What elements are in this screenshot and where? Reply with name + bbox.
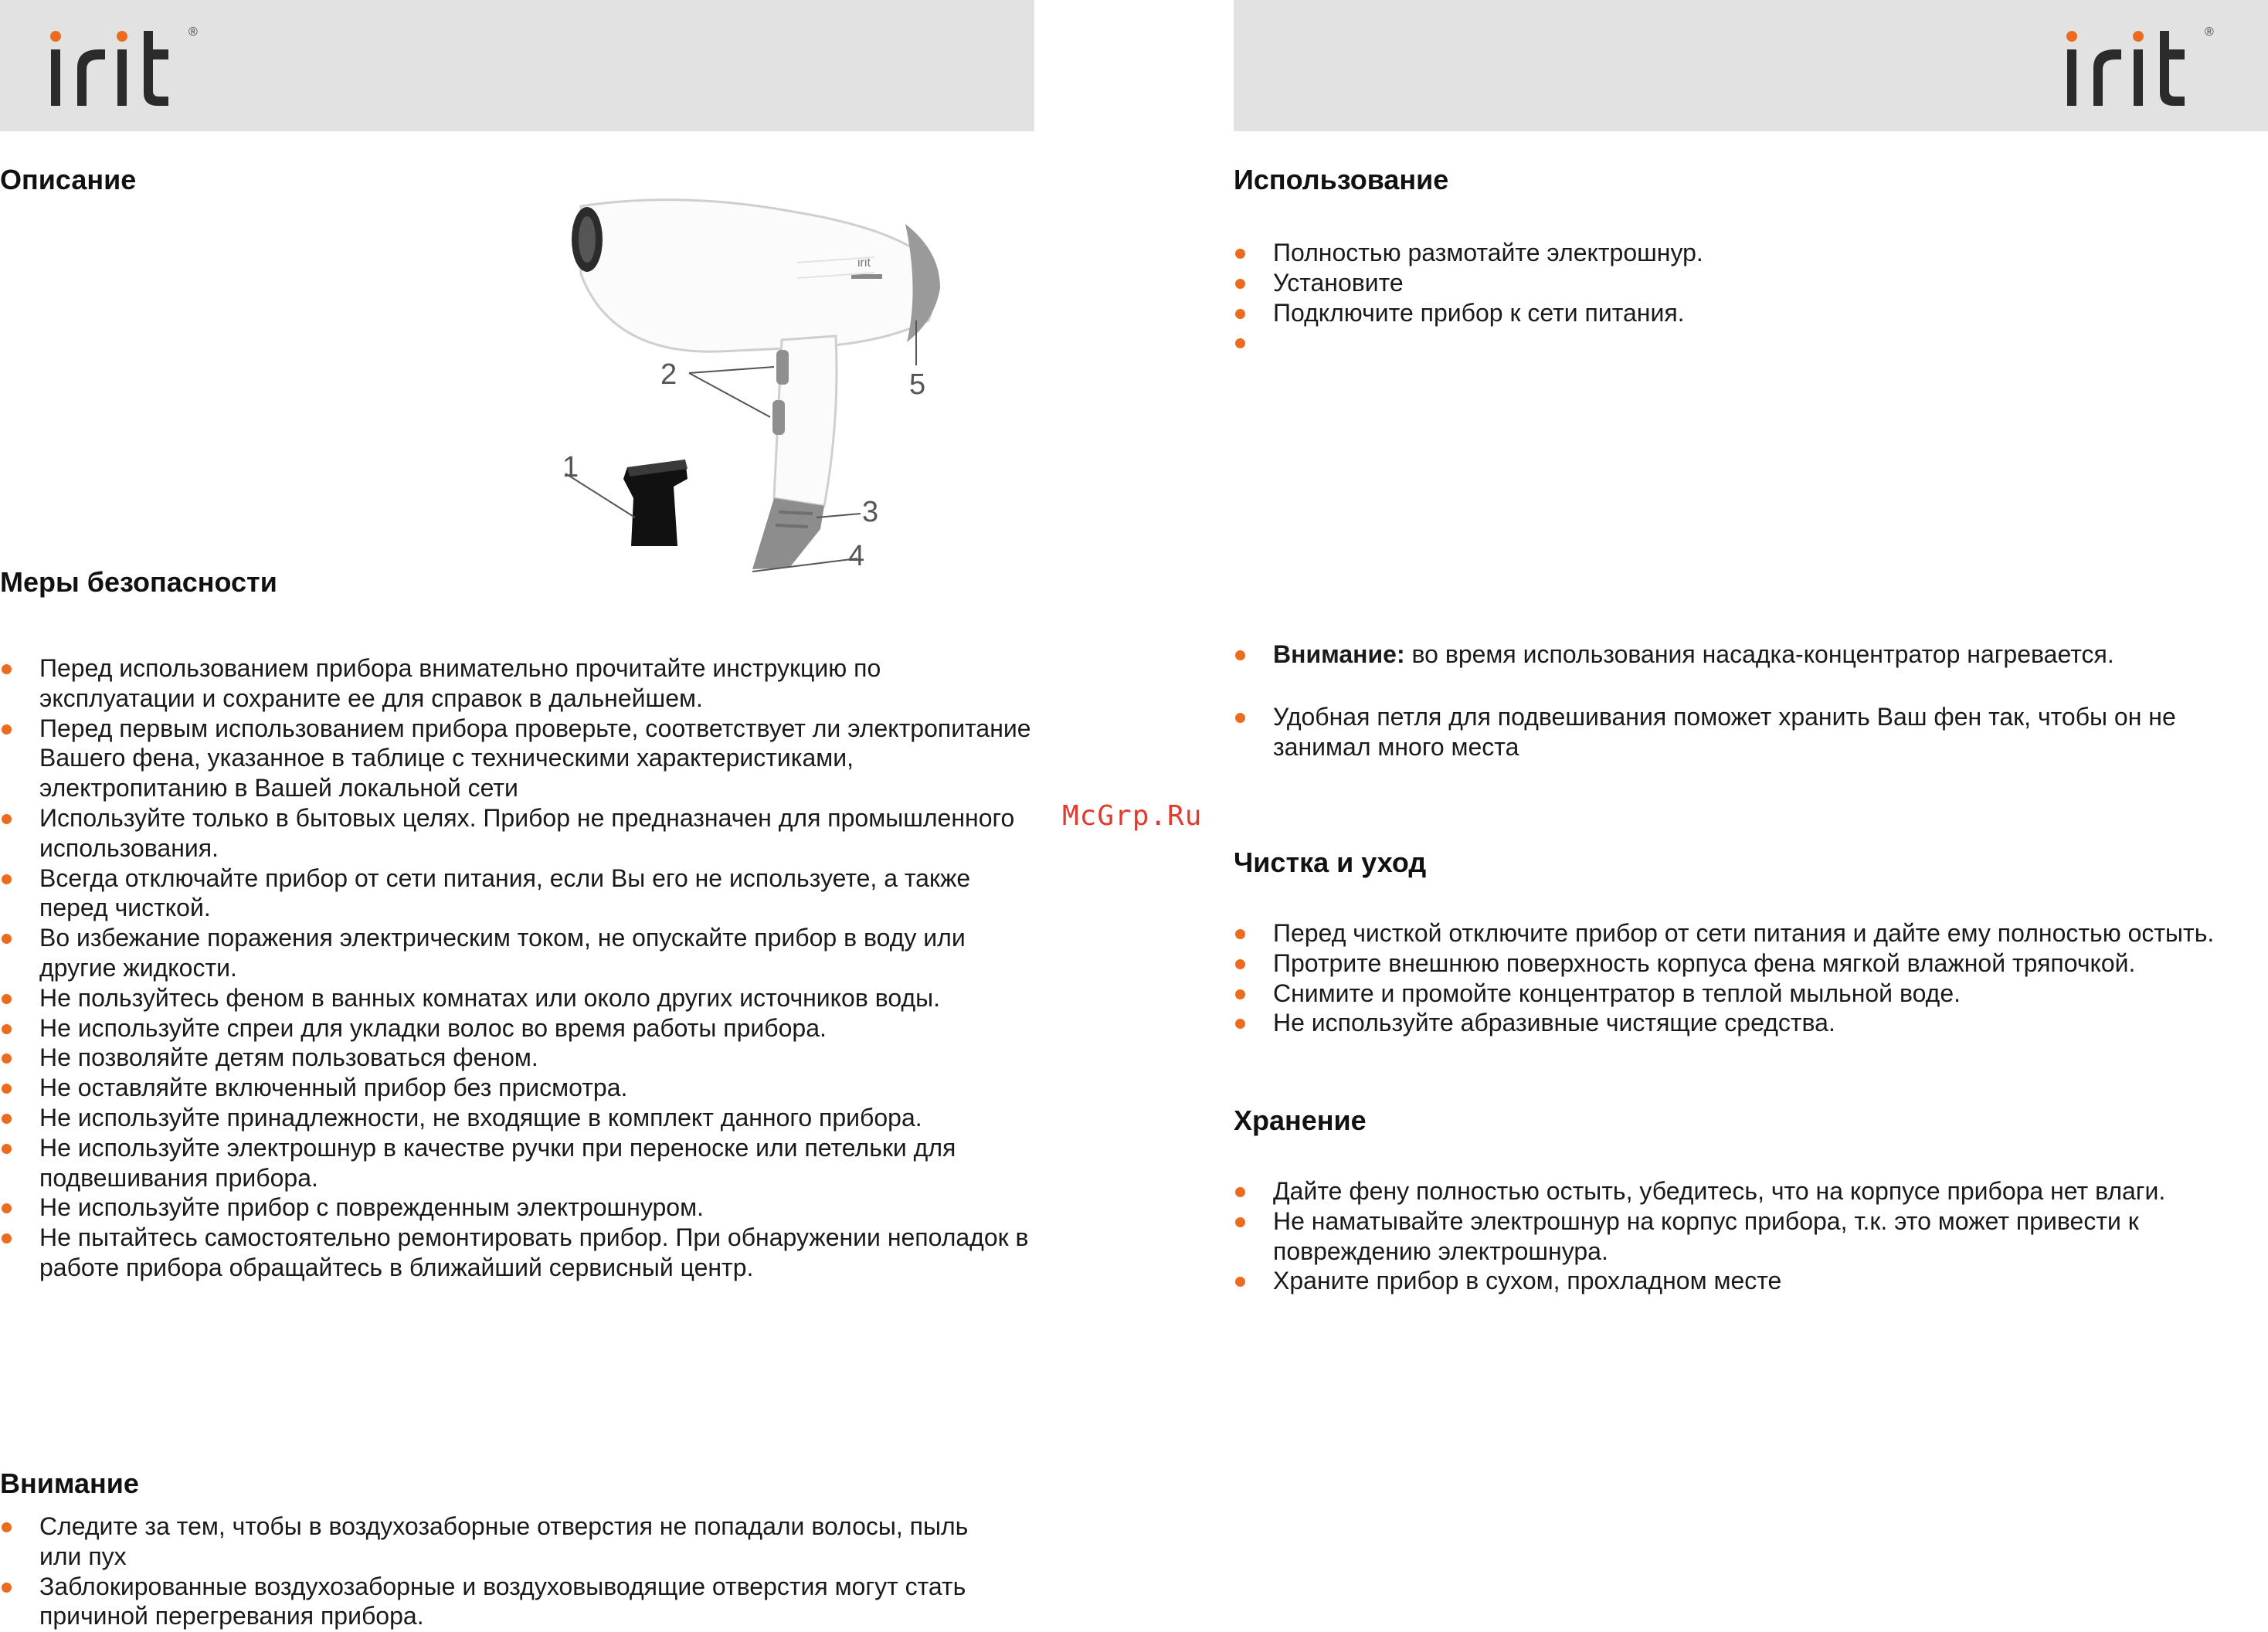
list-item: Перед первым использованием прибора проверьте, соответствует ли электропитание Вашего фена, указанное в таблице с техническими характеристиками, электропитанию в Вашей локальной сети bbox=[0, 714, 1035, 803]
bullet-icon bbox=[2, 1144, 12, 1154]
warning-text: во время использования насадка-концентратор нагревается. bbox=[1404, 640, 2114, 668]
list-item: Используйте только в бытовых целях. Прибор не предназначен для промышленного использования. bbox=[0, 803, 1035, 864]
list-item bbox=[1234, 327, 2261, 358]
bullet-icon bbox=[1235, 338, 1245, 348]
right-page bbox=[1234, 0, 2268, 1632]
bullet-icon bbox=[2, 1084, 12, 1094]
bullet-icon bbox=[2, 994, 12, 1004]
bullet-icon bbox=[1235, 279, 1245, 289]
loop-note: Удобная петля для подвешивания поможет хранить Ваш фен так, чтобы он не занимал много места bbox=[1234, 702, 2268, 762]
list-item: Не используйте абразивные чистящие средства. bbox=[1234, 1008, 2261, 1038]
bullet-icon bbox=[2, 1024, 12, 1034]
list-item: Перед чисткой отключите прибор от сети питания и дайте ему полностью остыть. bbox=[1234, 918, 2261, 948]
list-item: Полностью размотайте электрошнур. bbox=[1234, 238, 2261, 268]
bullet-icon bbox=[2, 1203, 12, 1213]
list-item: Всегда отключайте прибор от сети питания, если Вы его не используете, а также перед чисткой. bbox=[0, 864, 1035, 924]
bullet-icon bbox=[2, 1114, 12, 1124]
callout-3: 3 bbox=[862, 496, 879, 528]
bullet-icon bbox=[2, 1054, 12, 1064]
bullet-icon bbox=[2, 1583, 12, 1593]
bullet-icon bbox=[1235, 929, 1245, 939]
list-item: Протрите внешнюю поверхность корпуса фена мягкой влажной тряпочкой. bbox=[1234, 948, 2261, 979]
bullet-icon bbox=[1235, 309, 1245, 319]
hair-dryer-diagram bbox=[550, 189, 952, 587]
storage-list bbox=[1234, 1176, 2261, 1296]
list-item: Снимите и промойте концентратор в теплой мыльной воде. bbox=[1234, 979, 2261, 1009]
list-item: Не используйте принадлежности, не входящие в комплект данного прибора. bbox=[0, 1103, 1035, 1133]
registered-mark: ® bbox=[2205, 25, 2214, 39]
irit-logo bbox=[45, 22, 207, 118]
description-heading: Описание bbox=[0, 164, 137, 195]
registered-mark: ® bbox=[188, 25, 198, 39]
irit-logo bbox=[2061, 22, 2223, 118]
warning-label: Внимание: bbox=[1273, 640, 1405, 668]
callout-2: 2 bbox=[660, 358, 677, 391]
callout-1: 1 bbox=[562, 451, 579, 483]
attention-heading: Внимание bbox=[0, 1467, 139, 1499]
storage-heading: Хранение bbox=[1234, 1104, 1367, 1136]
bullet-icon bbox=[1235, 1187, 1245, 1197]
list-item: Не позволяйте детям пользоваться феном. bbox=[0, 1043, 1035, 1073]
bullet-icon bbox=[1235, 1277, 1245, 1287]
list-item: Следите за тем, чтобы в воздухозаборные отверстия не попадали волосы, пыль или пух bbox=[0, 1512, 989, 1572]
list-item: Подключите прибор к сети питания. bbox=[1234, 298, 2261, 328]
device-label: irit bbox=[857, 256, 871, 270]
list-item: Дайте фену полностью остыть, убедитесь, что на корпусе прибора нет влаги. bbox=[1234, 1176, 2261, 1206]
bullet-icon bbox=[2, 664, 12, 674]
bullet-icon bbox=[1235, 1019, 1245, 1029]
cleaning-list bbox=[1234, 918, 2261, 1038]
bullet-icon bbox=[2, 814, 12, 824]
safety-list bbox=[0, 653, 1035, 1283]
bullet-icon bbox=[2, 874, 12, 884]
callout-5: 5 bbox=[909, 368, 926, 401]
usage-list bbox=[1234, 238, 2261, 358]
bullet-icon bbox=[1235, 650, 1245, 660]
list-item: Не пытайтесь самостоятельно ремонтировать прибор. При обнаружении неполадок в работе прибора обращайтесь в ближайший сервисный центр. bbox=[0, 1223, 1035, 1283]
bullet-icon bbox=[2, 724, 12, 735]
warning-note bbox=[1234, 640, 2268, 670]
list-item: Заблокированные воздухозаборные и воздуховыводящие отверстия могут стать причиной перегревания прибора. bbox=[0, 1572, 989, 1632]
list-item: Не пользуйтесь феном в ванных комнатах или около других источников воды. bbox=[0, 983, 1035, 1013]
watermark: McGrp.Ru bbox=[1062, 800, 1203, 832]
list-item: Не используйте прибор с поврежденным электрошнуром. bbox=[0, 1193, 1035, 1223]
attention-list bbox=[0, 1512, 989, 1631]
list-item: Храните прибор в сухом, прохладном месте bbox=[1234, 1266, 2261, 1296]
usage-heading: Использование bbox=[1234, 164, 1449, 195]
bullet-icon bbox=[1235, 1217, 1245, 1227]
bullet-icon bbox=[2, 934, 12, 944]
bullet-icon bbox=[1235, 989, 1245, 999]
list-item: Во избежание поражения электрическим током, не опускайте прибор в воду или другие жидкости. bbox=[0, 923, 1035, 983]
list-item: Установите bbox=[1234, 268, 2261, 298]
bullet-icon bbox=[2, 1233, 12, 1244]
list-item: Не оставляйте включенный прибор без присмотра. bbox=[0, 1073, 1035, 1103]
bullet-icon bbox=[1235, 959, 1245, 969]
bullet-icon bbox=[2, 1522, 12, 1532]
list-item: Не наматывайте электрошнур на корпус прибора, т.к. это может привести к повреждению электрошнура. bbox=[1234, 1206, 2261, 1267]
callout-4: 4 bbox=[848, 540, 865, 572]
bullet-icon bbox=[1235, 249, 1245, 259]
list-item: Перед использованием прибора внимательно прочитайте инструкцию по эксплуатации и сохраните ее для справок в дальнейшем. bbox=[0, 653, 1035, 714]
safety-heading: Меры безопасности bbox=[0, 566, 277, 598]
cleaning-heading: Чистка и уход bbox=[1234, 847, 1427, 878]
list-item: Не используйте электрошнур в качестве ручки при переноске или петельки для подвешивания прибора. bbox=[0, 1133, 1035, 1193]
list-item: Не используйте спреи для укладки волос во время работы прибора. bbox=[0, 1013, 1035, 1043]
bullet-icon bbox=[1235, 713, 1245, 723]
